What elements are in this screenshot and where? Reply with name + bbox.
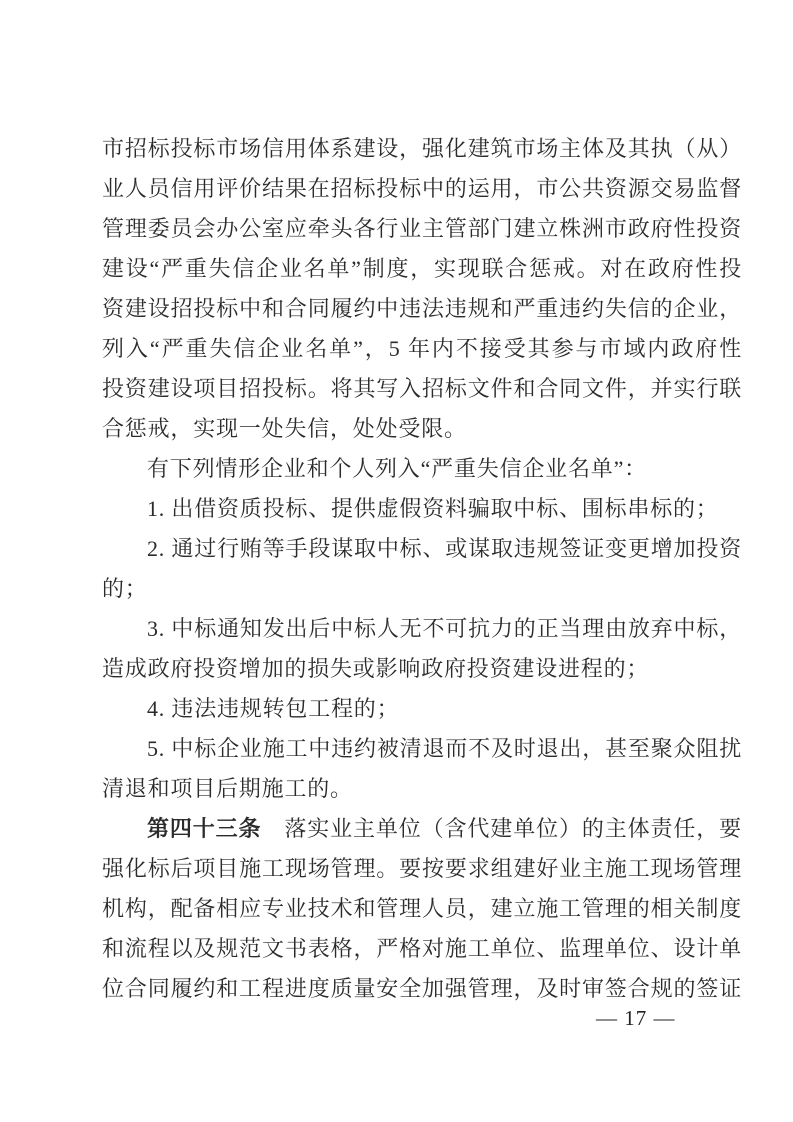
body-line: 的；: [102, 576, 148, 601]
body-line: 强化标后项目施工现场管理。要按要求组建好业主施工现场管理: [102, 856, 742, 881]
document-body: [102, 129, 742, 1009]
body-line: 清退和项目后期施工的。: [102, 776, 353, 801]
body-line: 和流程以及规范文书表格，严格对施工单位、监理单位、设计单: [102, 936, 742, 961]
body-line: 合惩戒，实现一处失信，处处受限。: [102, 416, 467, 441]
body-line: 市招标投标市场信用体系建设，强化建筑市场主体及其执（从）: [102, 136, 742, 161]
list-item-3: 3. 中标通知发出后中标人无不可抗力的正当理由放弃中标，: [147, 616, 742, 641]
body-line: 列入“严重失信企业名单”，5 年内不接受其参与市域内政府性: [102, 336, 742, 361]
article-43-line: [102, 809, 742, 849]
body-line: 有下列情形企业和个人列入“严重失信企业名单”：: [147, 456, 647, 481]
body-line: 资建设招投标中和合同履约中违法违规和严重违约失信的企业，: [102, 296, 742, 321]
body-line: 造成政府投资增加的损失或影响政府投资建设进程的；: [102, 656, 650, 681]
body-line: 机构，配备相应专业技术和管理人员，建立施工管理的相关制度: [102, 896, 742, 921]
body-line: 业人员信用评价结果在招标投标中的运用，市公共资源交易监督: [102, 176, 742, 201]
list-item-5: 5. 中标企业施工中违约被清退而不及时退出，甚至聚众阻扰: [147, 736, 742, 761]
article-text: 落实业主单位（含代建单位）的主体责任，要: [261, 816, 742, 841]
page-number: — 17 —: [596, 1006, 676, 1030]
list-item-2: 2. 通过行贿等手段谋取中标、或谋取违规签证变更增加投资: [147, 536, 742, 561]
list-item-1: 1. 出借资质投标、提供虚假资料骗取中标、围标串标的；: [147, 496, 719, 521]
body-line: 建设“严重失信企业名单”制度，实现联合惩戒。对在政府性投: [102, 256, 742, 281]
body-line: 管理委员会办公室应牵头各行业主管部门建立株洲市政府性投资: [102, 216, 742, 241]
body-line: 位合同履约和工程进度质量安全加强管理，及时审签合规的签证: [102, 976, 742, 1001]
article-number: 第四十三条: [147, 816, 262, 841]
list-item-4: 4. 违法违规转包工程的；: [147, 696, 400, 721]
body-line: 投资建设项目招投标。将其写入招标文件和合同文件，并实行联: [102, 376, 742, 401]
